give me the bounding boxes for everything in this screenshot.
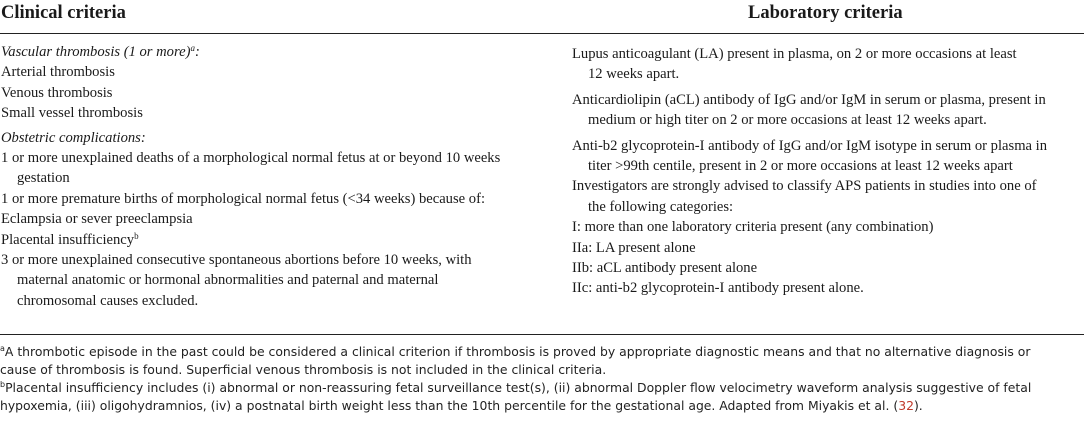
laboratory-criteria-heading: Laboratory criteria bbox=[748, 3, 903, 23]
footnote-b: $^b$Placental insufficiency includes (i) abnormal or non-reassuring fetal surveillance test(s), (ii) abnormal Doppler flow velocimetry waveform analysis suggestive of fetal bbox=[0, 380, 1032, 395]
reference-link[interactable]: 32 bbox=[898, 398, 914, 413]
category-item: I: more than one laboratory criteria present (any combination) bbox=[572, 219, 934, 236]
footnote-a-marker: a bbox=[190, 43, 195, 53]
obstetric-item: 3 or more unexplained consecutive spontaneous abortions before 10 weeks, with bbox=[1, 252, 472, 269]
anticardiolipin-criterion: Anticardiolipin (aCL) antibody of IgG and/or IgM in serum or plasma, present in bbox=[572, 91, 1046, 108]
category-item: IIc: anti-b2 glycoprotein-I antibody present alone. bbox=[572, 280, 864, 297]
vascular-item: Small vessel thrombosis bbox=[1, 105, 143, 122]
anti-b2-glycoprotein-criterion: Anti-b2 glycoprotein-I antibody of IgG and/or IgM isotype in serum or plasma in bbox=[572, 137, 1048, 154]
criterion-continuation: titer >99th centile, present in 2 or more occasions at least 12 weeks apart bbox=[588, 158, 1013, 175]
footnote-a-continuation: cause of thrombosis is found. Superficial venous thrombosis is not included in the clinical criteria. bbox=[0, 362, 607, 377]
obstetric-item-continuation: gestation bbox=[17, 170, 70, 187]
laboratory-criteria-column bbox=[572, 44, 1082, 299]
footnote-a-label: a bbox=[0, 344, 5, 353]
obstetric-complications-heading: Obstetric complications: bbox=[1, 129, 146, 146]
footnote-b-marker: b bbox=[134, 230, 139, 241]
footnote-b-label: b bbox=[0, 380, 6, 389]
category-item: IIb: aCL antibody present alone bbox=[572, 260, 758, 277]
criterion-continuation: 12 weeks apart. bbox=[588, 66, 680, 83]
investigators-advice: Investigators are strongly advised to classify APS patients in studies into one of bbox=[572, 178, 1037, 195]
obstetric-item-continuation: chromosomal causes excluded. bbox=[17, 292, 199, 309]
clinical-criteria-heading: Clinical criteria bbox=[1, 3, 126, 23]
obstetric-item: 1 or more premature births of morphological normal fetus (<34 weeks) because of: bbox=[1, 190, 485, 207]
obstetric-subitem: Placental insufficiency$^b$ bbox=[1, 230, 139, 248]
lupus-anticoagulant-criterion: Lupus anticoagulant (LA) present in plasma, on 2 or more occasions at least bbox=[572, 46, 1017, 62]
footnote-b-continuation: hypoxemia, (iii) oligohydramnios, (iv) a postnatal birth weight less than the 10th percentile for the gestational age. Adapted from Miyakis et al. (32). bbox=[0, 398, 923, 413]
obstetric-item: 1 or more unexplained deaths of a morphological normal fetus at or beyond 10 weeks bbox=[1, 150, 501, 167]
table-footnotes bbox=[0, 343, 1084, 415]
header-rule bbox=[0, 33, 1084, 34]
criterion-continuation: medium or high titer on 2 or more occasions at least 12 weeks apart. bbox=[588, 112, 987, 129]
category-item: IIa: LA present alone bbox=[572, 239, 696, 256]
obstetric-subitem: Eclampsia or sever preeclampsia bbox=[1, 211, 193, 228]
vascular-item: Venous thrombosis bbox=[1, 84, 113, 101]
clinical-criteria-column bbox=[1, 42, 557, 311]
table-header bbox=[0, 0, 1084, 30]
footnote-a: $^a$A thrombotic episode in the past could be considered a clinical criterion if thrombosis is proved by appropriate diagnostic means and that no alternative diagnosis or bbox=[0, 344, 1031, 359]
obstetric-item-continuation: maternal anatomic or hormonal abnormalities and paternal and maternal bbox=[17, 272, 439, 289]
vascular-item: Arterial thrombosis bbox=[1, 64, 115, 81]
vascular-thrombosis-heading: Vascular thrombosis (1 or more)$^a$: bbox=[1, 43, 200, 60]
criterion-continuation: the following categories: bbox=[588, 198, 734, 215]
footnote-rule bbox=[0, 334, 1084, 335]
